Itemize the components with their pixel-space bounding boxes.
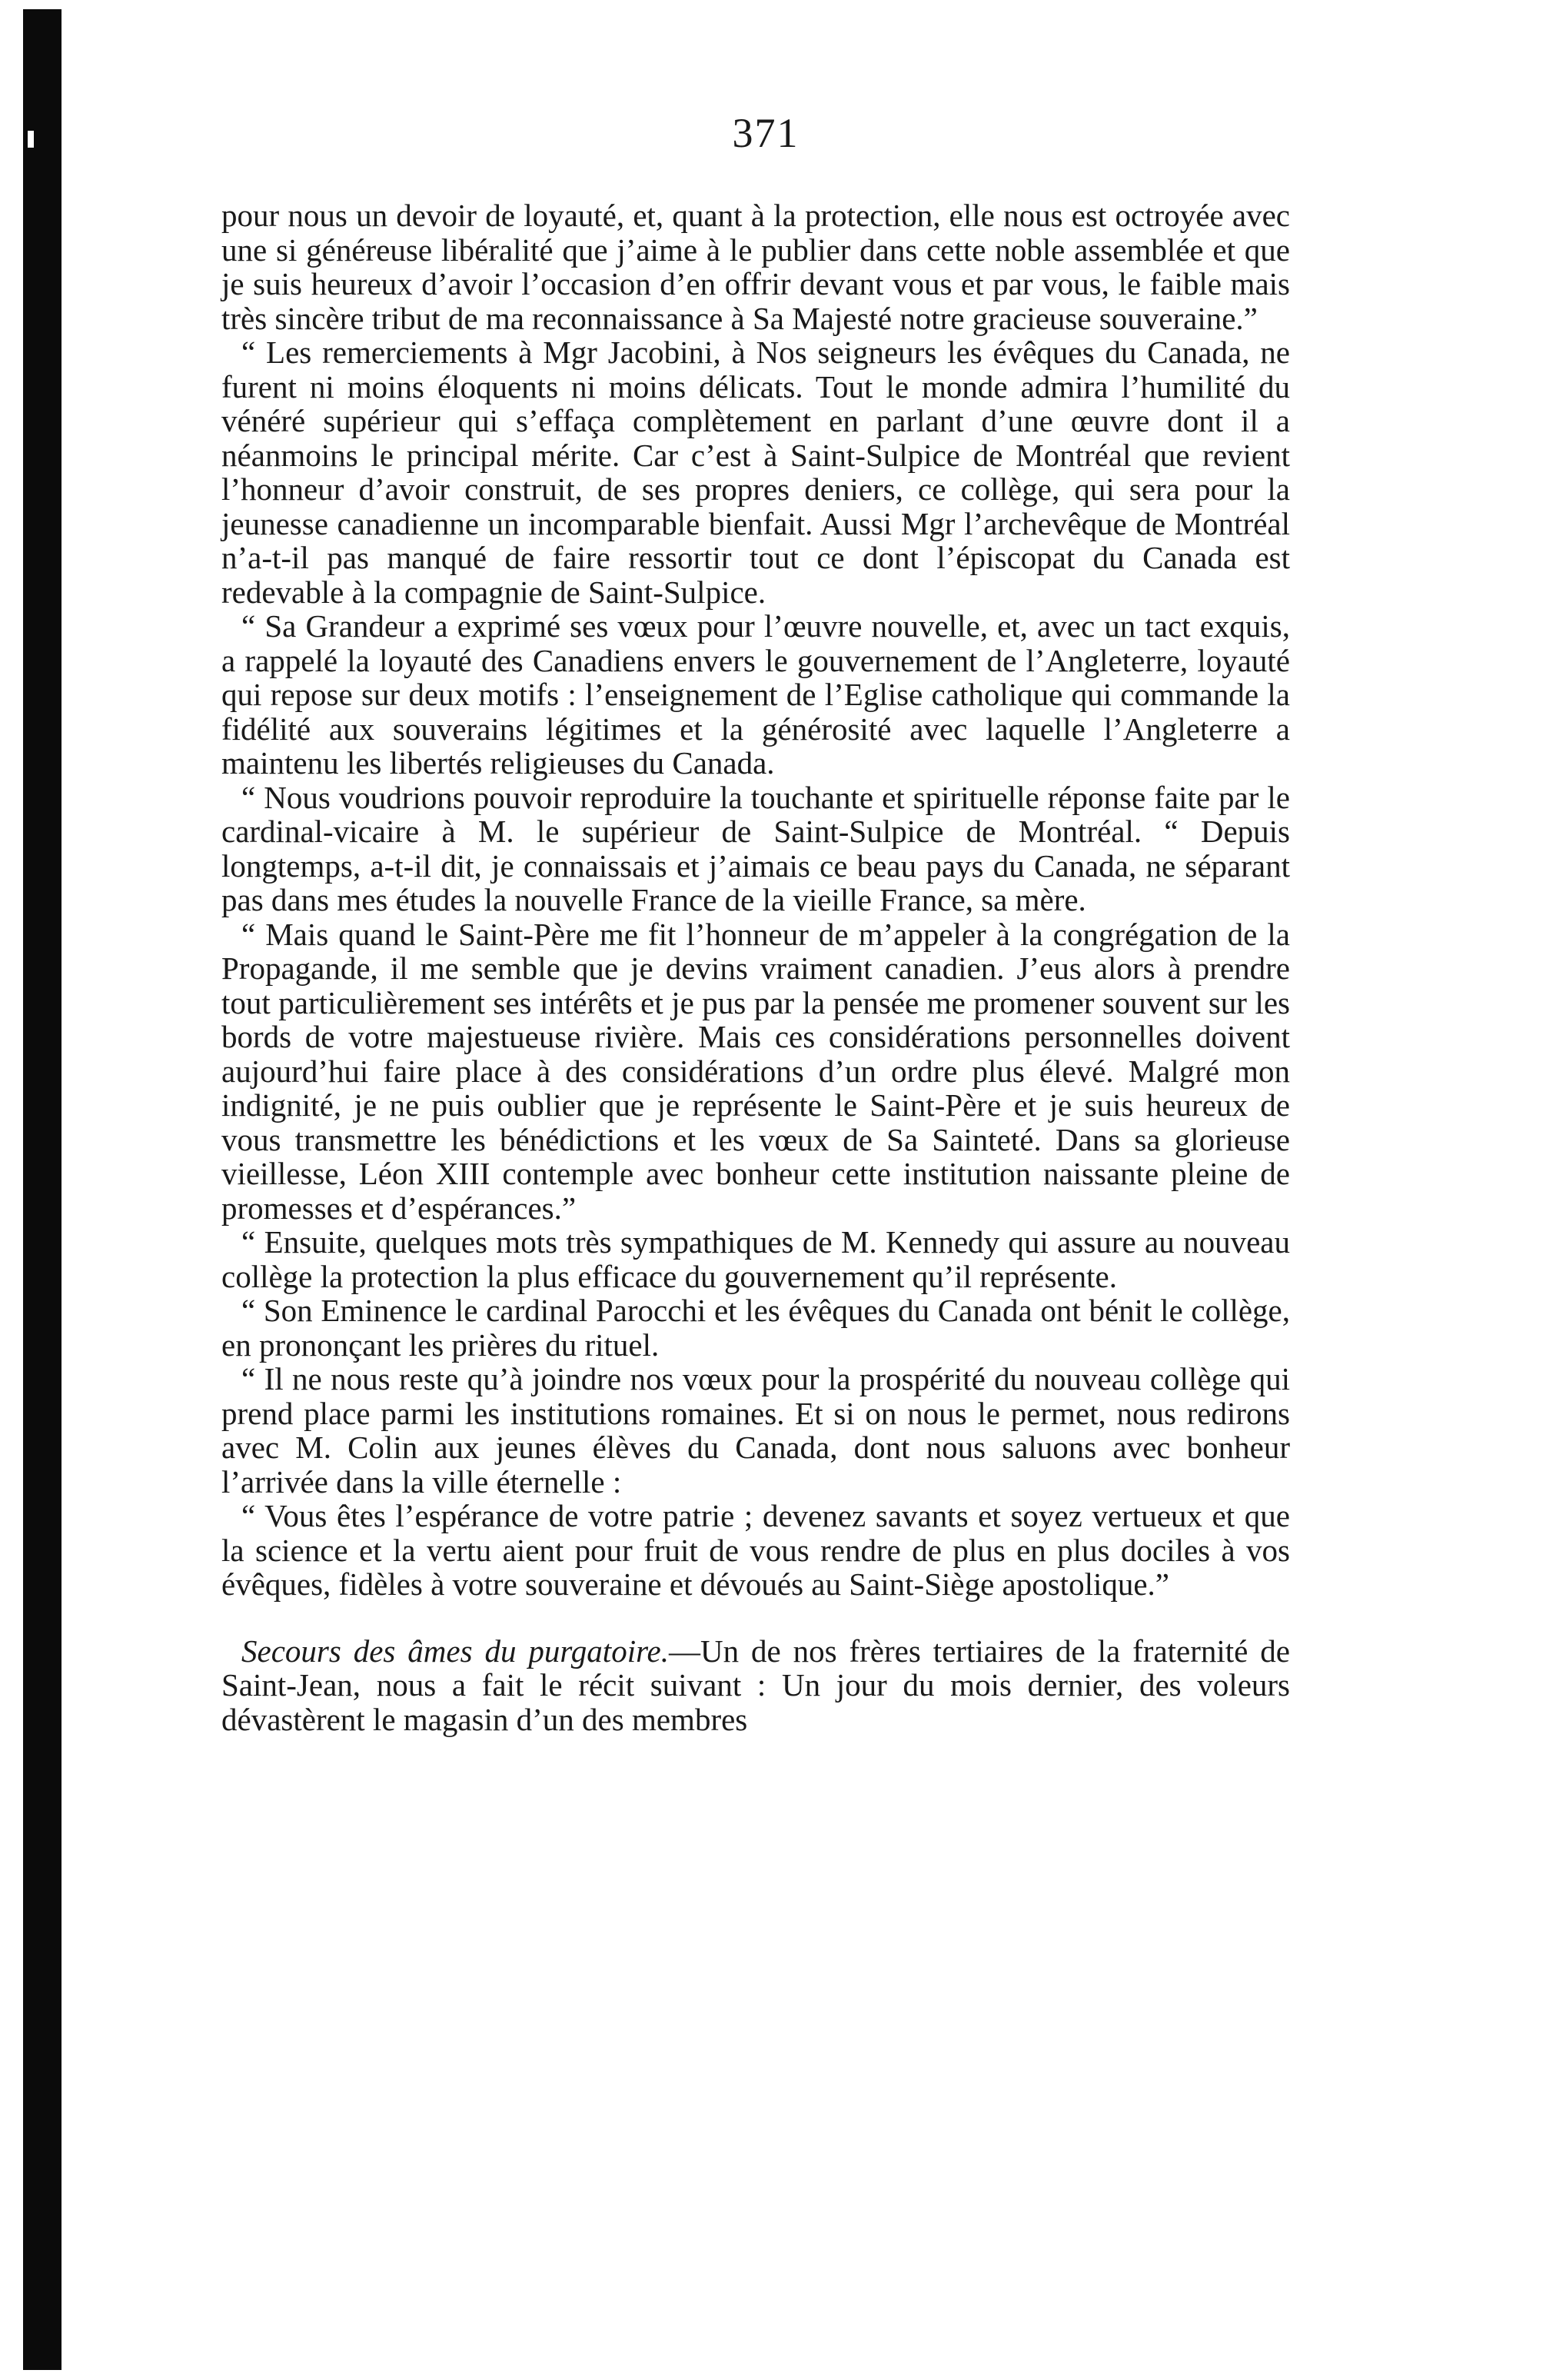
body-text (221, 198, 1290, 1736)
paragraph: “ Il ne nous reste qu’à joindre nos vœux pour la prospérité du nouveau collège qui prend place parmi les institutions romaines. Et si on nous le permet, nous redirons avec M. Colin aux jeunes élèves du Canada, dont nous saluons avec bonheur l’arrivée dans la ville éternelle : (221, 1361, 1290, 1500)
scan-border (23, 9, 62, 2370)
paragraph: “ Nous voudrions pouvoir reproduire la touchante et spirituelle réponse faite par le cardinal-vicaire à M. le supérieur de Saint-Sulpice de Montréal. “ Depuis longtemps, a-t-il dit, je connaissais et j’aimais ce beau pays du Canada, ne séparant pas dans mes études la nouvelle France de la vieille France, sa mère. (221, 779, 1290, 917)
section-body: —Un de nos frères tertiaires de la fraternité de Saint-Jean, nous a fait le récit suivant : Un jour du mois dernier, des voleurs dévastèrent le magasin d’un des membres (221, 1633, 1290, 1737)
paragraph: “ Son Eminence le cardinal Parocchi et les évêques du Canada ont bénit le collège, en prononçant les prières du rituel. (221, 1293, 1290, 1363)
section-spacer (221, 1602, 1290, 1634)
paragraph: “ Ensuite, quelques mots très sympathiques de M. Kennedy qui assure au nouveau collège la protection la plus efficace du gouvernement qu’il représente. (221, 1224, 1290, 1294)
section-heading: Secours des âmes du purgatoire. (241, 1633, 669, 1669)
paragraph: pour nous un devoir de loyauté, et, quant à la protection, elle nous est octroyée avec une si généreuse libéralité que j’aime à le publier dans cette noble assemblée et que je suis heureux d’avoir l’occasion d’en offrir devant vous et par vous, le faible mais très sincère tribut de ma reconnaissance à Sa Majesté notre gracieuse souveraine.” (221, 198, 1290, 336)
page-number: 371 (732, 110, 800, 156)
section-paragraph (221, 1634, 1290, 1737)
paragraph: “ Sa Grandeur a exprimé ses vœux pour l’œuvre nouvelle, et, avec un tact exquis, a rappelé la loyauté des Canadiens envers le gouvernement de l’Angleterre, loyauté qui repose sur deux motifs : l’enseignement de l’Eglise catholique qui commande la fidélité aux souverains légitimes et la générosité avec laquelle l’Angleterre a maintenu les libertés religieuses du Canada. (221, 608, 1290, 781)
paragraph: “ Vous êtes l’espérance de votre patrie ; devenez savants et soyez vertueux et que la science et la vertu aient pour fruit de vous rendre de plus en plus dociles à vos évêques, fidèles à votre souveraine et dévoués au Saint-Siège apostolique.” (221, 1498, 1290, 1602)
paragraph: “ Les remerciements à Mgr Jacobini, à Nos seigneurs les évêques du Canada, ne furent ni moins éloquents ni moins délicats. Tout le monde admira l’humilité du vénéré supérieur qui s’effaça complètement en parlant d’une œuvre dont il a néanmoins le principal mérite. Car c’est à Saint-Sulpice de Montréal que revient l’honneur d’avoir construit, de ses propres deniers, ce collège, qui sera pour la jeunesse canadienne un incomparable bienfait. Aussi Mgr l’archevêque de Montréal n’a-t-il pas manqué de faire ressortir tout ce dont l’épiscopat du Canada est redevable à la compagnie de Saint-Sulpice. (221, 335, 1290, 610)
paragraph: “ Mais quand le Saint-Père me fit l’honneur de m’appeler à la congrégation de la Propagande, il me semble que je devins vraiment canadien. J’eus alors à prendre tout particulièrement ses intérêts et je pus par la pensée me promener souvent sur les bords de votre majestueuse rivière. Mais ces considérations personnelles doivent aujourd’hui faire place à des considérations d’un ordre plus élevé. Malgré mon indignité, je ne puis oublier que je représente le Saint-Père et je suis heureux de vous transmettre les bénédictions et les vœux de Sa Sainteté. Dans sa glorieuse vieillesse, Léon XIII contemple avec bonheur cette institution naissante pleine de promesses et d’espérances.” (221, 916, 1290, 1226)
